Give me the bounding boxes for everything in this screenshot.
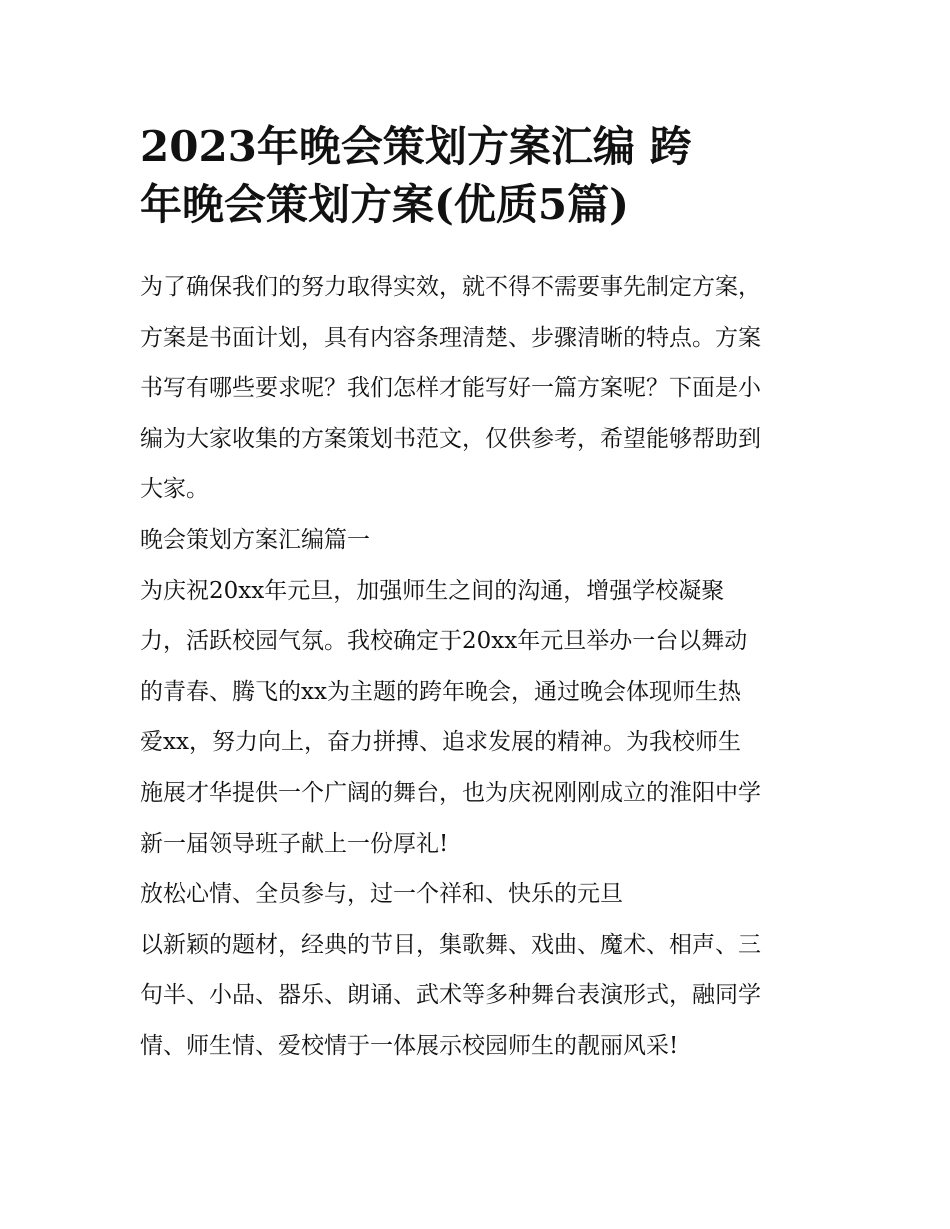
- intro-line: 大家。: [140, 476, 209, 503]
- paragraph-line: 的青春、腾飞的xx为主题的跨年晚会，通过晚会体现师生热: [140, 678, 741, 705]
- document-page: [140, 118, 812, 1072]
- title-line: 年晚会策划方案(优质5篇): [140, 180, 629, 229]
- intro-line: 书写有哪些要求呢？我们怎样才能写好一篇方案呢？下面是小: [140, 375, 761, 402]
- title-line: 2023年晚会策划方案汇编 跨: [140, 122, 692, 171]
- paragraph-line: 以新颖的题材，经典的节目，集歌舞、戏曲、魔术、相声、三: [140, 931, 761, 958]
- document-body: [140, 262, 812, 1072]
- paragraph-line: 爱xx，努力向上，奋力拼搏、追求发展的精神。为我校师生: [140, 729, 741, 756]
- paragraph-line: 施展才华提供一个广阔的舞台，也为庆祝刚刚成立的淮阳中学: [140, 779, 761, 806]
- paragraph-line: 为庆祝20xx年元旦，加强师生之间的沟通，增强学校凝聚: [140, 577, 725, 604]
- paragraph-line: 新一届领导班子献上一份厚礼!: [140, 830, 449, 857]
- intro-line: 编为大家收集的方案策划书范文，仅供参考，希望能够帮助到: [140, 425, 761, 452]
- paragraph-line: 力，活跃校园气氛。我校确定于20xx年元旦举办一台以舞动: [140, 628, 748, 655]
- paragraph-line: 情、师生情、爱校情于一体展示校园师生的靓丽风采!: [140, 1032, 679, 1059]
- document-title: [140, 118, 812, 234]
- paragraph-line: 句半、小品、器乐、朗诵、武术等多种舞台表演形式，融同学: [140, 982, 761, 1009]
- section-heading: 晚会策划方案汇编篇一: [140, 526, 370, 553]
- intro-line: 方案是书面计划，具有内容条理清楚、步骤清晰的特点。方案: [140, 324, 761, 351]
- intro-line: 为了确保我们的努力取得实效，就不得不需要事先制定方案，: [140, 274, 761, 300]
- theme-line: 放松心情、全员参与，过一个祥和、快乐的元旦: [140, 881, 623, 908]
